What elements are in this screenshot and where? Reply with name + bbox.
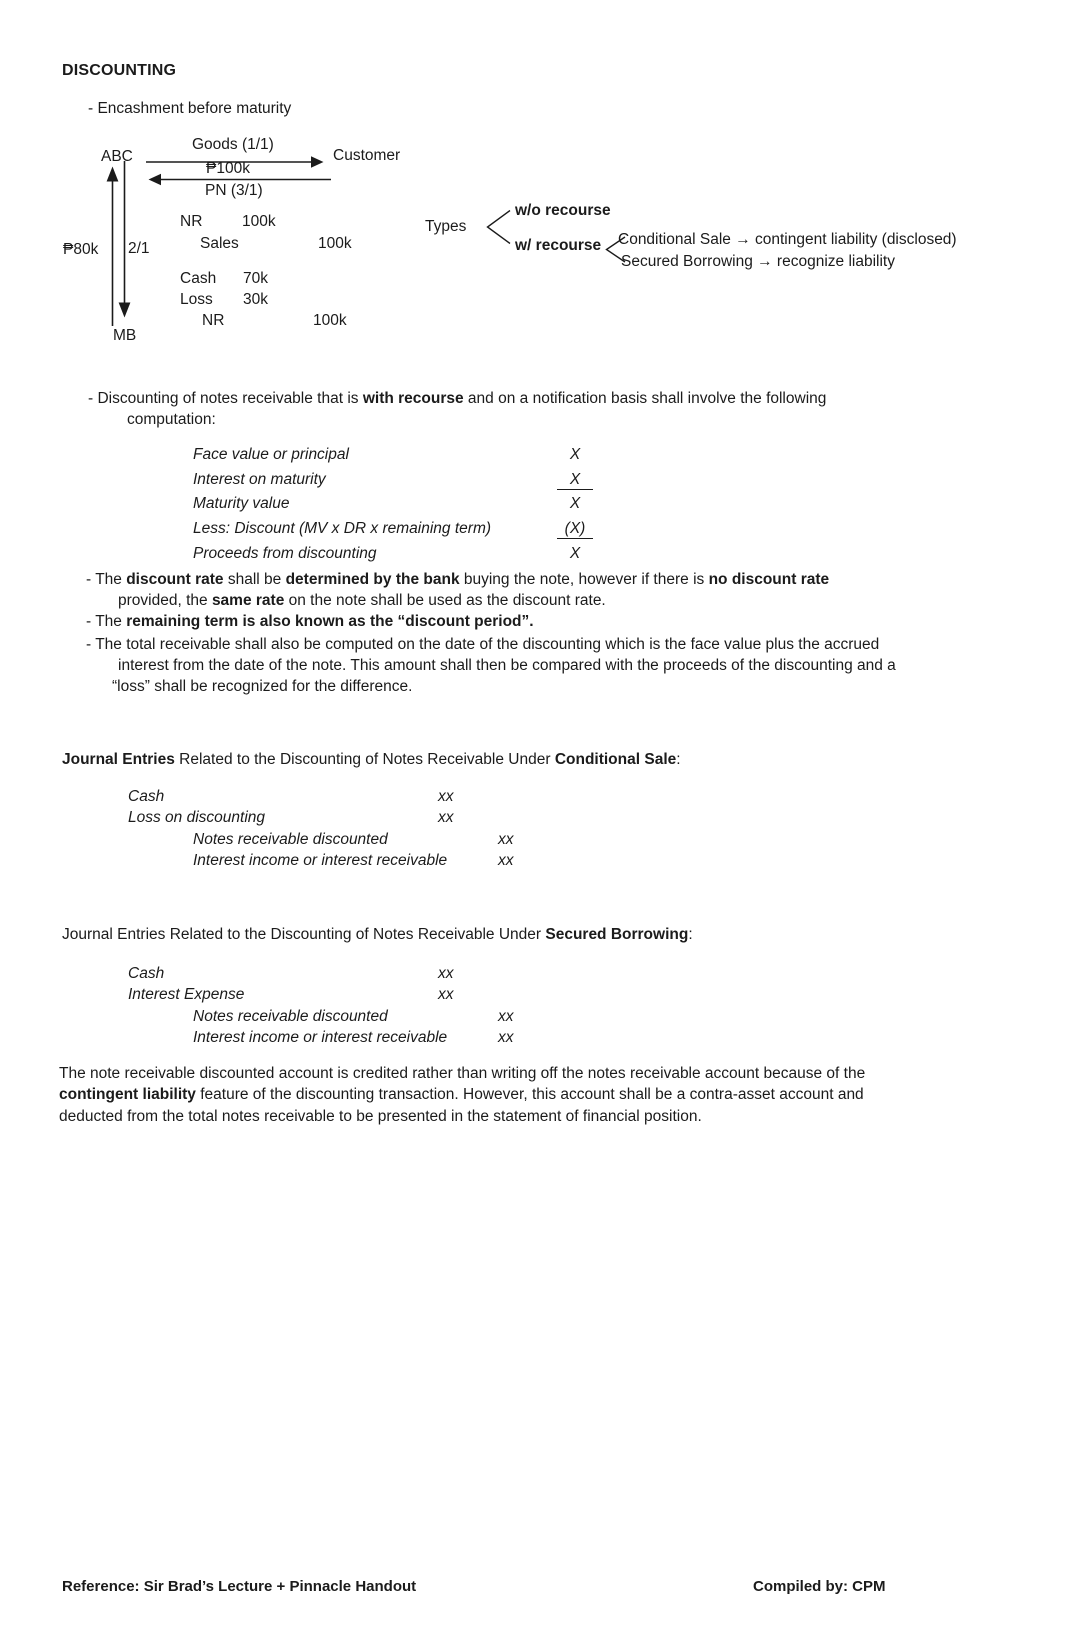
text-run: feature of the discounting transaction. However, this account shall be a contra-asset account and [195, 1086, 864, 1103]
discount-entry-debit1-account: Cash [180, 270, 217, 287]
note-remaining-term [86, 613, 534, 630]
pn-arrowhead-icon [149, 174, 162, 185]
text-run: provided, the [118, 592, 212, 609]
bold-phrase: determined by the bank [285, 571, 460, 588]
text-run: Related to the Discounting of Notes Receivable Under [174, 751, 555, 768]
bold-phrase: contingent liability [59, 1086, 196, 1103]
note-discount-rate-line1 [86, 571, 829, 588]
note-total-receivable-line3: “loss” shall be recognized for the difference. [112, 678, 413, 695]
journal-account: Cash [128, 965, 165, 982]
type-secured-borrowing: Secured Borrowing → recognize liability [621, 253, 895, 270]
footer-reference: Reference: Sir Brad’s Lecture + Pinnacle Handout [62, 1578, 417, 1595]
journal-credit-amount: xx [498, 831, 514, 848]
text-run: - Discounting of notes receivable that is [88, 390, 363, 407]
recourse-note-line2: computation: [127, 411, 216, 428]
diagram-proceeds-label: ₱80k [63, 241, 99, 258]
bold-phrase: remaining term is also known as the “discount period”. [126, 613, 534, 630]
note-total-receivable-line1: - The total receivable shall also be computed on the date of the discounting which is the face value plus the accrued [86, 636, 880, 653]
computation-row-value: X [557, 471, 593, 490]
diagram-party-mb: MB [113, 327, 137, 344]
discount-entry-credit-account: NR [202, 312, 225, 329]
bold-phrase: Secured Borrowing [545, 926, 689, 943]
goods-arrowhead-icon [311, 156, 324, 167]
journal-debit-amount: xx [438, 788, 454, 805]
computation-row-value: X [569, 446, 581, 463]
text-run: : [676, 751, 681, 768]
type-with-recourse: w/ recourse [515, 237, 602, 254]
journal-debit-amount: xx [438, 809, 454, 826]
journal-account: Interest Expense [128, 986, 245, 1003]
bold-phrase: Conditional Sale [554, 751, 677, 768]
closing-paragraph-line1: The note receivable discounted account is credited rather than writing off the notes receivable account because of the [59, 1065, 866, 1082]
diagram-note-label: PN (3/1) [205, 182, 263, 199]
journal-account: Interest income or interest receivable [193, 1029, 448, 1046]
discount-entry-debit2-amount: 30k [243, 291, 268, 308]
closing-paragraph-line3: deducted from the total notes receivable to be presented in the statement of financial position. [59, 1108, 702, 1125]
sale-entry-debit-account: NR [180, 213, 203, 230]
diagram-arrows [0, 0, 1080, 360]
journal-account: Interest income or interest receivable [193, 852, 448, 869]
computation-row-label: Proceeds from discounting [193, 545, 377, 562]
sale-entry-debit-amount: 100k [242, 213, 276, 230]
journal-account: Notes receivable discounted [193, 1008, 388, 1025]
bold-phrase: discount rate [126, 571, 224, 588]
text-run: shall be [223, 571, 286, 588]
computation-row-value: (X) [557, 520, 593, 539]
computation-row-label: Interest on maturity [193, 471, 326, 488]
computation-row-label: Less: Discount (MV x DR x remaining term) [193, 520, 492, 537]
recourse-note-line1 [88, 390, 826, 407]
journal-account: Cash [128, 788, 165, 805]
journal-credit-amount: xx [498, 1029, 514, 1046]
computation-row-label: Maturity value [193, 495, 290, 512]
closing-paragraph-line2 [59, 1086, 864, 1103]
page-title: DISCOUNTING [62, 62, 177, 79]
journal-account: Loss on discounting [128, 809, 266, 826]
bold-phrase: Journal Entries [62, 751, 175, 768]
types-label: Types [425, 218, 467, 235]
bold-phrase: same rate [211, 592, 285, 609]
discount-entry-debit2-account: Loss [180, 291, 213, 308]
diagram-party-abc: ABC [101, 148, 133, 165]
down-arrowhead-icon [119, 303, 131, 318]
sale-entry-credit-amount: 100k [318, 235, 352, 252]
journal-credit-amount: xx [498, 1008, 514, 1025]
type-conditional-sale: Conditional Sale → contingent liability (disclosed) [618, 231, 957, 248]
journal-secured-heading [62, 926, 693, 943]
note-total-receivable-line2: interest from the date of the note. This amount shall then be compared with the proceeds of the discounting and a [118, 657, 896, 674]
diagram-date-label: 2/1 [128, 240, 150, 257]
text-run: : [688, 926, 693, 943]
encashment-bullet: - Encashment before maturity [88, 100, 292, 117]
bold-phrase: with recourse [362, 390, 464, 407]
diagram-party-customer: Customer [333, 147, 401, 164]
computation-row-value: X [569, 545, 581, 562]
discount-entry-credit-amount: 100k [313, 312, 347, 329]
journal-debit-amount: xx [438, 965, 454, 982]
text-run: and on a notification basis shall involve the following [463, 390, 827, 407]
diagram-goods-label: Goods (1/1) [192, 136, 274, 153]
up-arrowhead-icon [107, 167, 119, 182]
types-brace-icon [488, 211, 511, 244]
text-run: - The [86, 571, 127, 588]
sale-entry-credit-account: Sales [200, 235, 239, 252]
note-discount-rate-line2 [118, 592, 606, 609]
text-run: buying the note, however if there is [459, 571, 709, 588]
journal-credit-amount: xx [498, 852, 514, 869]
computation-row-label: Face value or principal [193, 446, 349, 463]
discount-entry-debit1-amount: 70k [243, 270, 268, 287]
type-without-recourse: w/o recourse [515, 202, 611, 219]
computation-row-value: X [569, 495, 581, 512]
text-run: - The [86, 613, 127, 630]
diagram-amount-label: ₱100k [206, 160, 250, 177]
text-run: Journal Entries Related to the Discounting of Notes Receivable Under [62, 926, 546, 943]
text-run: on the note shall be used as the discount rate. [284, 592, 606, 609]
journal-debit-amount: xx [438, 986, 454, 1003]
journal-account: Notes receivable discounted [193, 831, 388, 848]
footer-compiled-by: Compiled by: CPM [753, 1578, 886, 1595]
bold-phrase: no discount rate [708, 571, 830, 588]
journal-conditional-heading [62, 751, 681, 768]
